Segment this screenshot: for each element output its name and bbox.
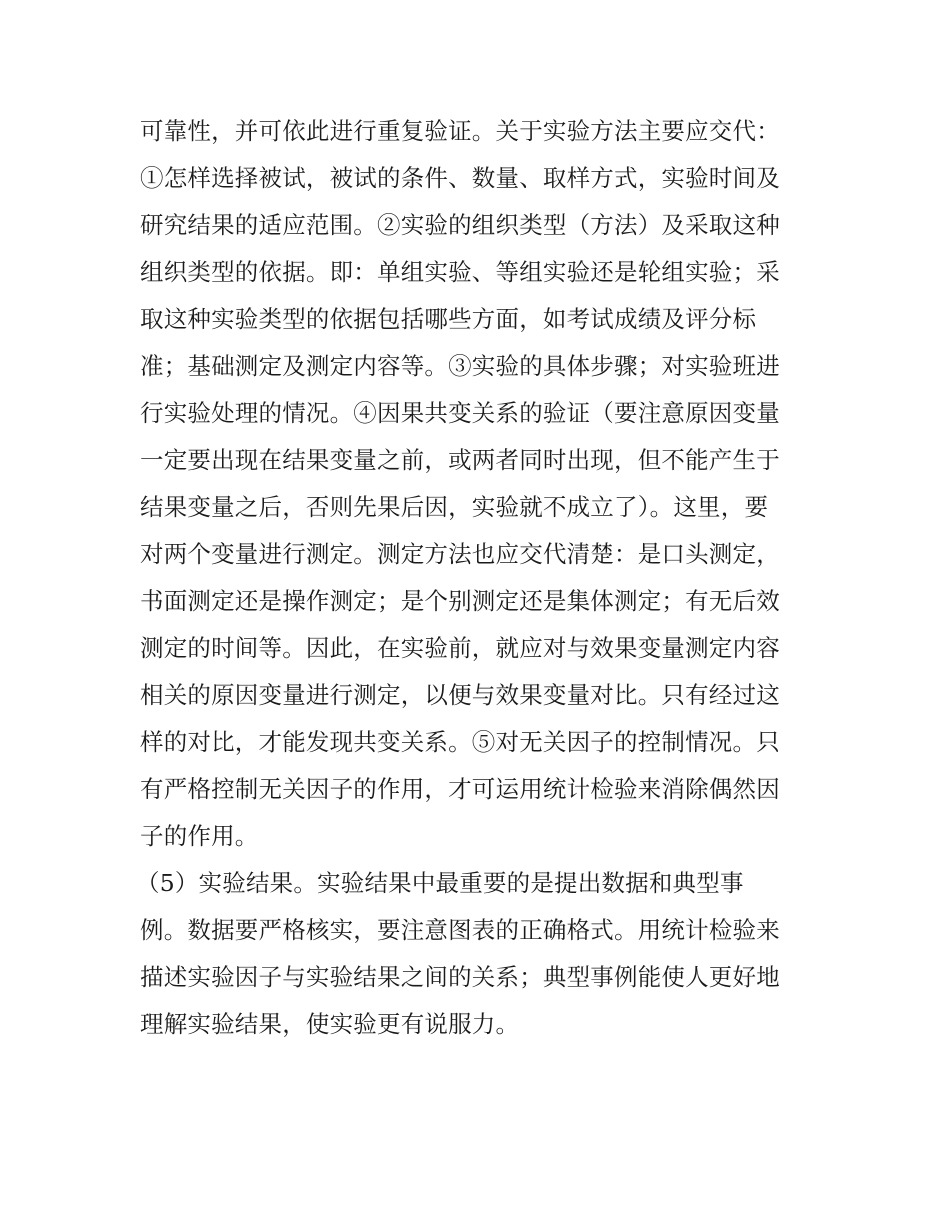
text-line: 样的对比，才能发现共变关系。⑤对无关因子的控制情况。只	[140, 728, 780, 756]
text-line: 组织类型的依据。即：单组实验、等组实验还是轮组实验；采	[140, 258, 780, 286]
text-line: 有严格控制无关因子的作用，才可运用统计检验来消除偶然因	[140, 775, 780, 803]
text-line: 可靠性，并可依此进行重复验证。关于实验方法主要应交代：	[140, 117, 780, 145]
text-line: 一定要出现在结果变量之前，或两者同时出现，但不能产生于	[140, 446, 780, 474]
text-line: 子的作用。	[140, 822, 259, 850]
text-line: 书面测定还是操作测定；是个别测定还是集体测定；有无后效	[140, 587, 780, 615]
text-line: 准；基础测定及测定内容等。③实验的具体步骤；对实验班进	[140, 352, 780, 380]
text-line: 行实验处理的情况。④因果共变关系的验证（要注意原因变量	[140, 399, 780, 427]
text-line: 结果变量之后，否则先果后因，实验就不成立了）。这里，要	[140, 493, 769, 521]
text-line: 相关的原因变量进行测定，以便与效果变量对比。只有经过这	[140, 681, 780, 709]
text-line: ①怎样选择被试，被试的条件、数量、取样方式，实验时间及	[140, 164, 780, 192]
text-line: 理解实验结果，使实验更有说服力。	[140, 1010, 520, 1038]
text-line: 对两个变量进行测定。测定方法也应交代清楚：是口头测定，	[140, 540, 780, 568]
section-heading-line: （5）实验结果。实验结果中最重要的是提出数据和典型事	[136, 869, 744, 897]
text-line: 取这种实验类型的依据包括哪些方面，如考试成绩及评分标	[140, 305, 757, 333]
text-line: 例。数据要严格核实，要注意图表的正确格式。用统计检验来	[140, 916, 780, 944]
text-line: 描述实验因子与实验结果之间的关系；典型事例能使人更好地	[140, 963, 780, 991]
text-line: 测定的时间等。因此，在实验前，就应对与效果变量测定内容	[140, 634, 780, 662]
text-line: 研究结果的适应范围。②实验的组织类型（方法）及采取这种	[140, 211, 780, 239]
body-text	[136, 108, 820, 1048]
